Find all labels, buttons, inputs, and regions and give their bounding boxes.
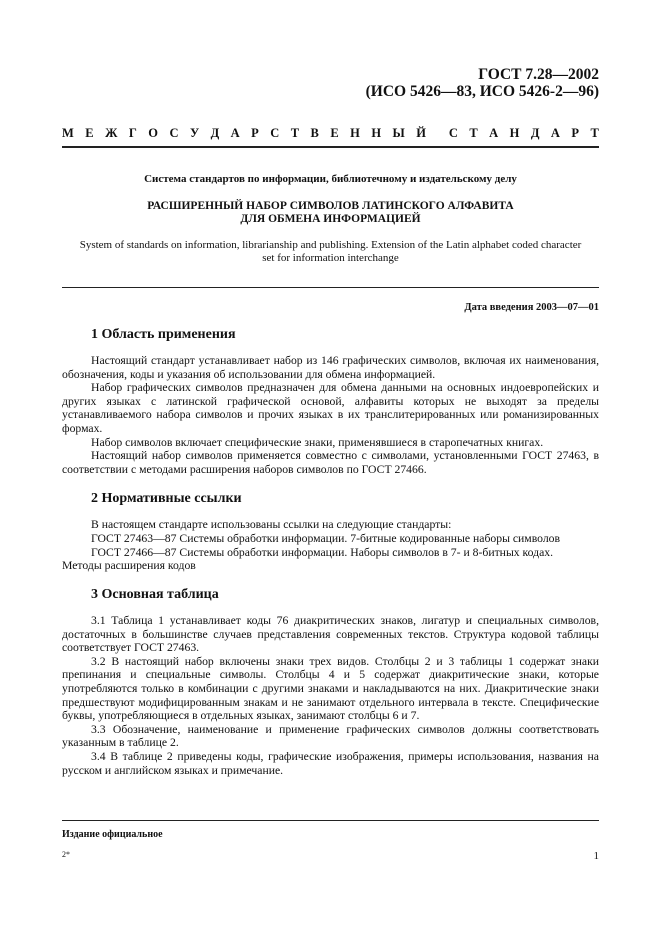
interstate-standard-banner	[62, 126, 599, 141]
official-edition-note: Издание официальное	[62, 829, 163, 840]
english-title-line-2: set for information interchange	[262, 252, 399, 264]
english-title	[62, 239, 599, 265]
banner-letter: Ы	[392, 126, 405, 140]
section-2-intro: В настоящем стандарте использованы ссылки на следующие стандарты:	[91, 518, 452, 531]
gost-designation	[366, 66, 599, 100]
printer-signature: 2*	[62, 850, 70, 859]
iso-reference: (ИСО 5426—83, ИСО 5426-2—96)	[365, 83, 599, 100]
paragraph: 3.1 Таблица 1 устанавливает коды 76 диакритических знаков, лигатур и специальных символов, достаточных в большинстве случаев представления современных текстов. Структура кодовой таблицы соответствует ГОСТ 27463.	[62, 614, 599, 655]
banner-letter: А	[489, 126, 499, 140]
banner-letter: У	[189, 126, 200, 140]
banner-letter: Ж	[105, 126, 118, 140]
banner-letter: Р	[571, 126, 580, 140]
banner-letter: Й	[416, 126, 426, 140]
reference-gost-27466-continued: Методы расширения кодов	[62, 559, 196, 572]
page-number: 1	[593, 850, 599, 862]
banner-letter: Д	[530, 126, 540, 140]
title-line-2: ДЛЯ ОБМЕНА ИНФОРМАЦИЕЙ	[240, 213, 421, 225]
banner-letter: А	[230, 126, 240, 140]
banner-letter: Н	[350, 126, 360, 140]
gost-number: ГОСТ 7.28—2002	[478, 66, 599, 83]
title-line-1: РАСШИРЕННЫЙ НАБОР СИМВОЛОВ ЛАТИНСКОГО АЛФАВИТА	[147, 200, 514, 212]
section-3-body	[62, 614, 599, 777]
banner-letter: Т	[290, 126, 300, 140]
banner-letter: Р	[251, 126, 259, 140]
banner-letter: Н	[371, 126, 382, 140]
reference-gost-27466: ГОСТ 27466—87 Системы обработки информации. Наборы символов в 7- и 8-битных кодах.	[91, 546, 554, 559]
effective-date: Дата введения 2003—07—01	[464, 302, 599, 313]
banner-letter: Н	[509, 126, 520, 140]
english-title-line-1: System of standards on information, librarianship and publishing. Extension of the Latin alphabet coded character	[79, 239, 582, 251]
standards-system-line: Система стандартов по информации, библиотечному и издательскому делу	[144, 173, 517, 185]
paragraph: Настоящий набор символов применяется совместно с символами, установленными ГОСТ 27463, в соответствии с методами расширения наборов символов по ГОСТ 27466.	[62, 449, 599, 476]
paragraph: 3.4 В таблице 2 приведены коды, графические изображения, примеры использования, названия на русском и английском языках и примечание.	[62, 749, 599, 777]
section-2-heading: 2 Нормативные ссылки	[91, 491, 242, 506]
banner-letter: М	[62, 126, 74, 140]
header-rule	[62, 146, 599, 148]
banner-letter: Д	[210, 126, 220, 140]
banner-letter: С	[169, 126, 179, 140]
paragraph: Настоящий стандарт устанавливает набор из 146 графических символов, включая их наименования, обозначения, коды и указания об использовании для обмена информацией.	[62, 354, 599, 381]
document-title	[62, 200, 599, 226]
title-rule	[62, 287, 599, 288]
banner-letter: Г	[128, 126, 137, 140]
banner-letter: С	[448, 126, 458, 140]
paragraph: Набор символов включает специфические знаки, применявшиеся в старопечатных книгах.	[91, 435, 544, 449]
footer-rule	[62, 820, 599, 821]
reference-gost-27463: ГОСТ 27463—87 Системы обработки информации. 7-битные кодированные наборы символов	[91, 532, 561, 545]
paragraph: Набор графических символов предназначен для обмена данными на основных индоевропейских и других языках с латинской графической основой, алфавиты которых не выходят за пределы устанавливаемого набора символов и прочих языках в их транслитерированных или романизированных формах.	[62, 381, 599, 435]
banner-letter: В	[310, 126, 319, 140]
paragraph: 3.3 Обозначение, наименование и применение графических символов должны соответствовать указанным в таблице 2.	[62, 722, 599, 750]
section-1-heading: 1 Область применения	[91, 327, 236, 342]
banner-letter: О	[148, 126, 159, 140]
paragraph: 3.2 В настоящий набор включены знаки трех видов. Столбцы 2 и 3 таблицы 1 содержат знаки препинания и специальные символы. Столбцы 4 и 5 содержат диакритические знаки, которые употребляются только в комбинации с другими знаками и накладываются на них. Диакритические знаки предшествуют модифицированным знакам и не занимают отдельного интервала в тексте. Специфические буквы, употребляющиеся в отдельных языках, занимают столбцы 6 и 7.	[62, 654, 599, 723]
banner-letter: Т	[590, 126, 599, 140]
banner-letter: А	[550, 126, 560, 140]
banner-letter: Т	[469, 126, 478, 140]
banner-letter: Е	[330, 126, 339, 140]
banner-letter: Е	[85, 126, 94, 140]
banner-letter: С	[270, 126, 280, 140]
section-1-body	[62, 354, 599, 476]
section-3-heading: 3 Основная таблица	[91, 587, 219, 602]
